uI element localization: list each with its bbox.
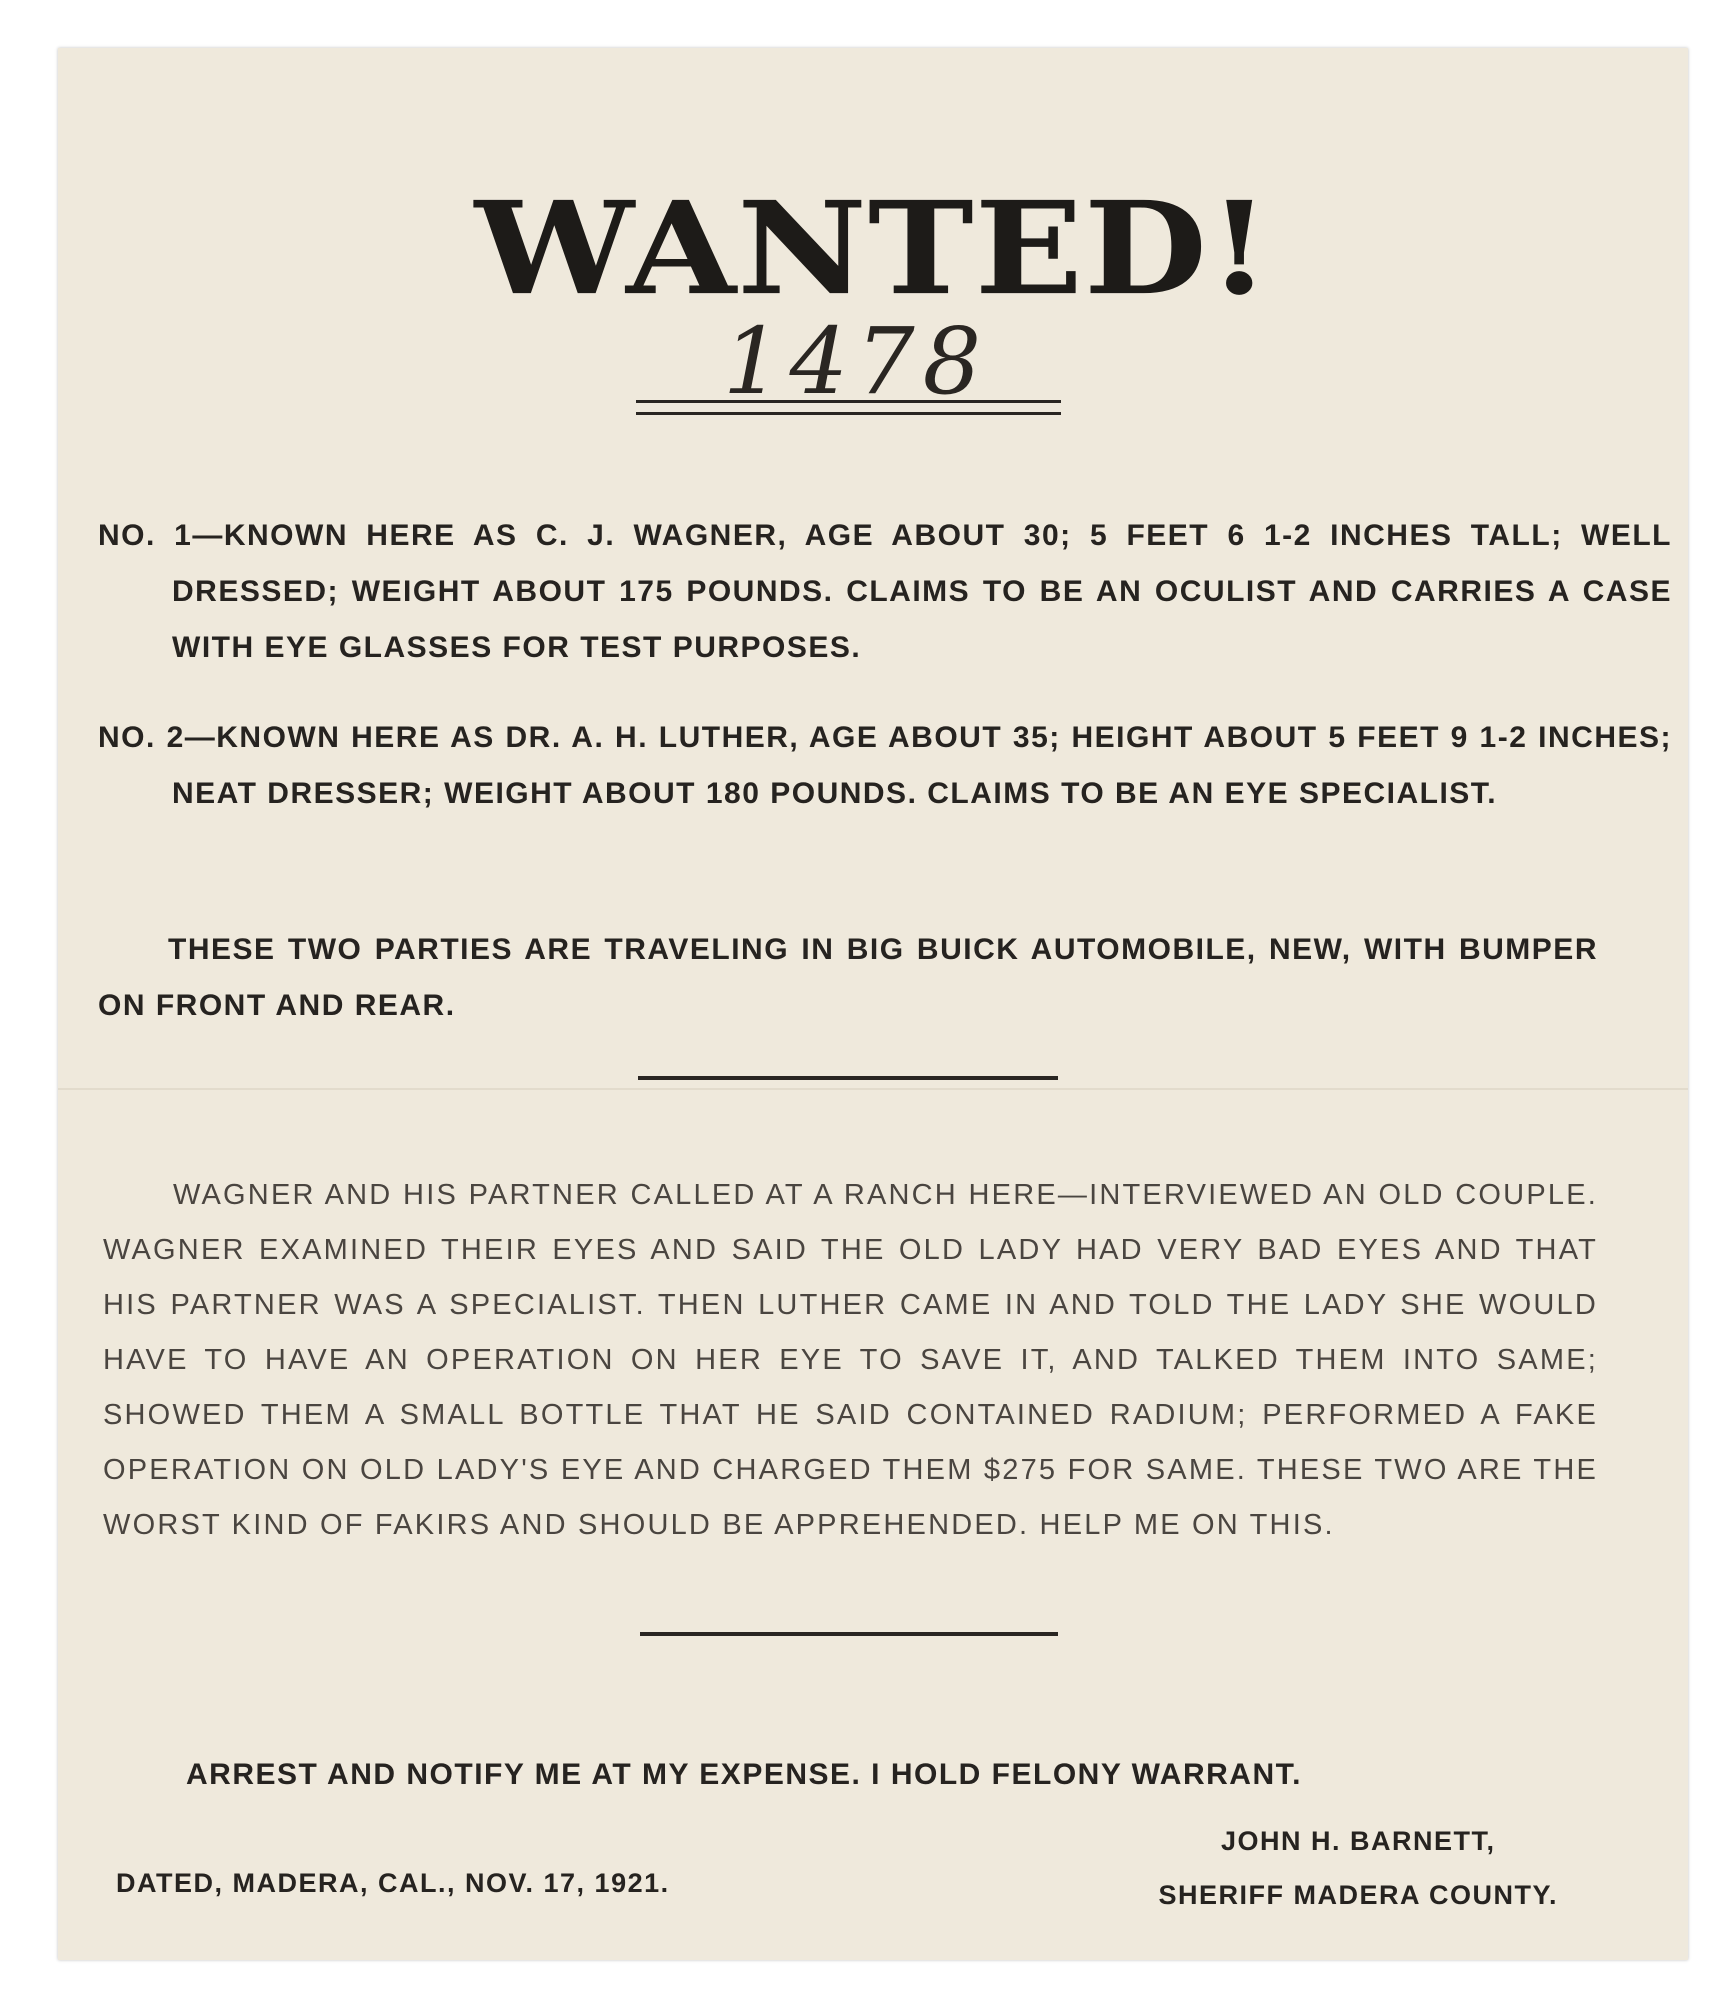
- incident-story: WAGNER AND HIS PARTNER CALLED AT A RANCH HERE—INTERVIEWED AN OLD COUPLE. WAGNER EXAMINED THEIR EYES AND SAID THE OLD LADY HAD VERY BAD EYES AND THAT HIS PARTNER WAS A SPECIALIST. THEN LUTHER CAME IN AND TOLD THE LADY SHE WOULD HAVE TO HAVE AN OPERATION ON HER EYE TO SAVE IT, AND TALKED THEM INTO SAME; SHOWED THEM A SMALL BOTTLE THAT HE SAID CONTAINED RADIUM; PERFORMED A FAKE OPERATION ON OLD LADY'S EYE AND CHARGED THEM $275 FOR SAME. THESE TWO ARE THE WORST KIND OF FAKIRS AND SHOULD BE APPREHENDED. HELP ME ON THIS.: [103, 1179, 1598, 1541]
- signer-title: SHERIFF MADERA COUNTY.: [1158, 1880, 1558, 1910]
- dated-line: DATED, MADERA, CAL., NOV. 17, 1921.: [116, 1868, 670, 1898]
- signature-block: [1158, 1814, 1558, 1922]
- handwritten-double-underline: [636, 400, 1061, 415]
- suspect-1-description: NO. 1—KNOWN HERE AS C. J. WAGNER, AGE ABOUT 30; 5 FEET 6 1-2 INCHES TALL; WELL DRESSED; WEIGHT ABOUT 175 POUNDS. CLAIMS TO BE AN OCULIST AND CARRIES A CASE WITH EYE GLASSES FOR TEST PURPOSES.: [98, 519, 1672, 664]
- divider-rule-2: [640, 1632, 1058, 1636]
- wanted-poster: [58, 48, 1688, 1960]
- poster-title: WANTED!: [474, 174, 1272, 324]
- suspect-2-description: NO. 2—KNOWN HERE AS DR. A. H. LUTHER, AGE ABOUT 35; HEIGHT ABOUT 5 FEET 9 1-2 INCHES; NEAT DRESSER; WEIGHT ABOUT 180 POUNDS. CLAIMS TO BE AN EYE SPECIALIST.: [98, 721, 1672, 810]
- vehicle-description: THESE TWO PARTIES ARE TRAVELING IN BIG BUICK AUTOMOBILE, NEW, WITH BUMPER ON FRONT AND REAR.: [98, 933, 1598, 1022]
- signer-name: JOHN H. BARNETT,: [1220, 1826, 1496, 1856]
- handwritten-number: 1478: [723, 308, 990, 415]
- arrest-notice: ARREST AND NOTIFY ME AT MY EXPENSE. I HOLD FELONY WARRANT.: [186, 1758, 1302, 1791]
- divider-rule-1: [638, 1076, 1058, 1080]
